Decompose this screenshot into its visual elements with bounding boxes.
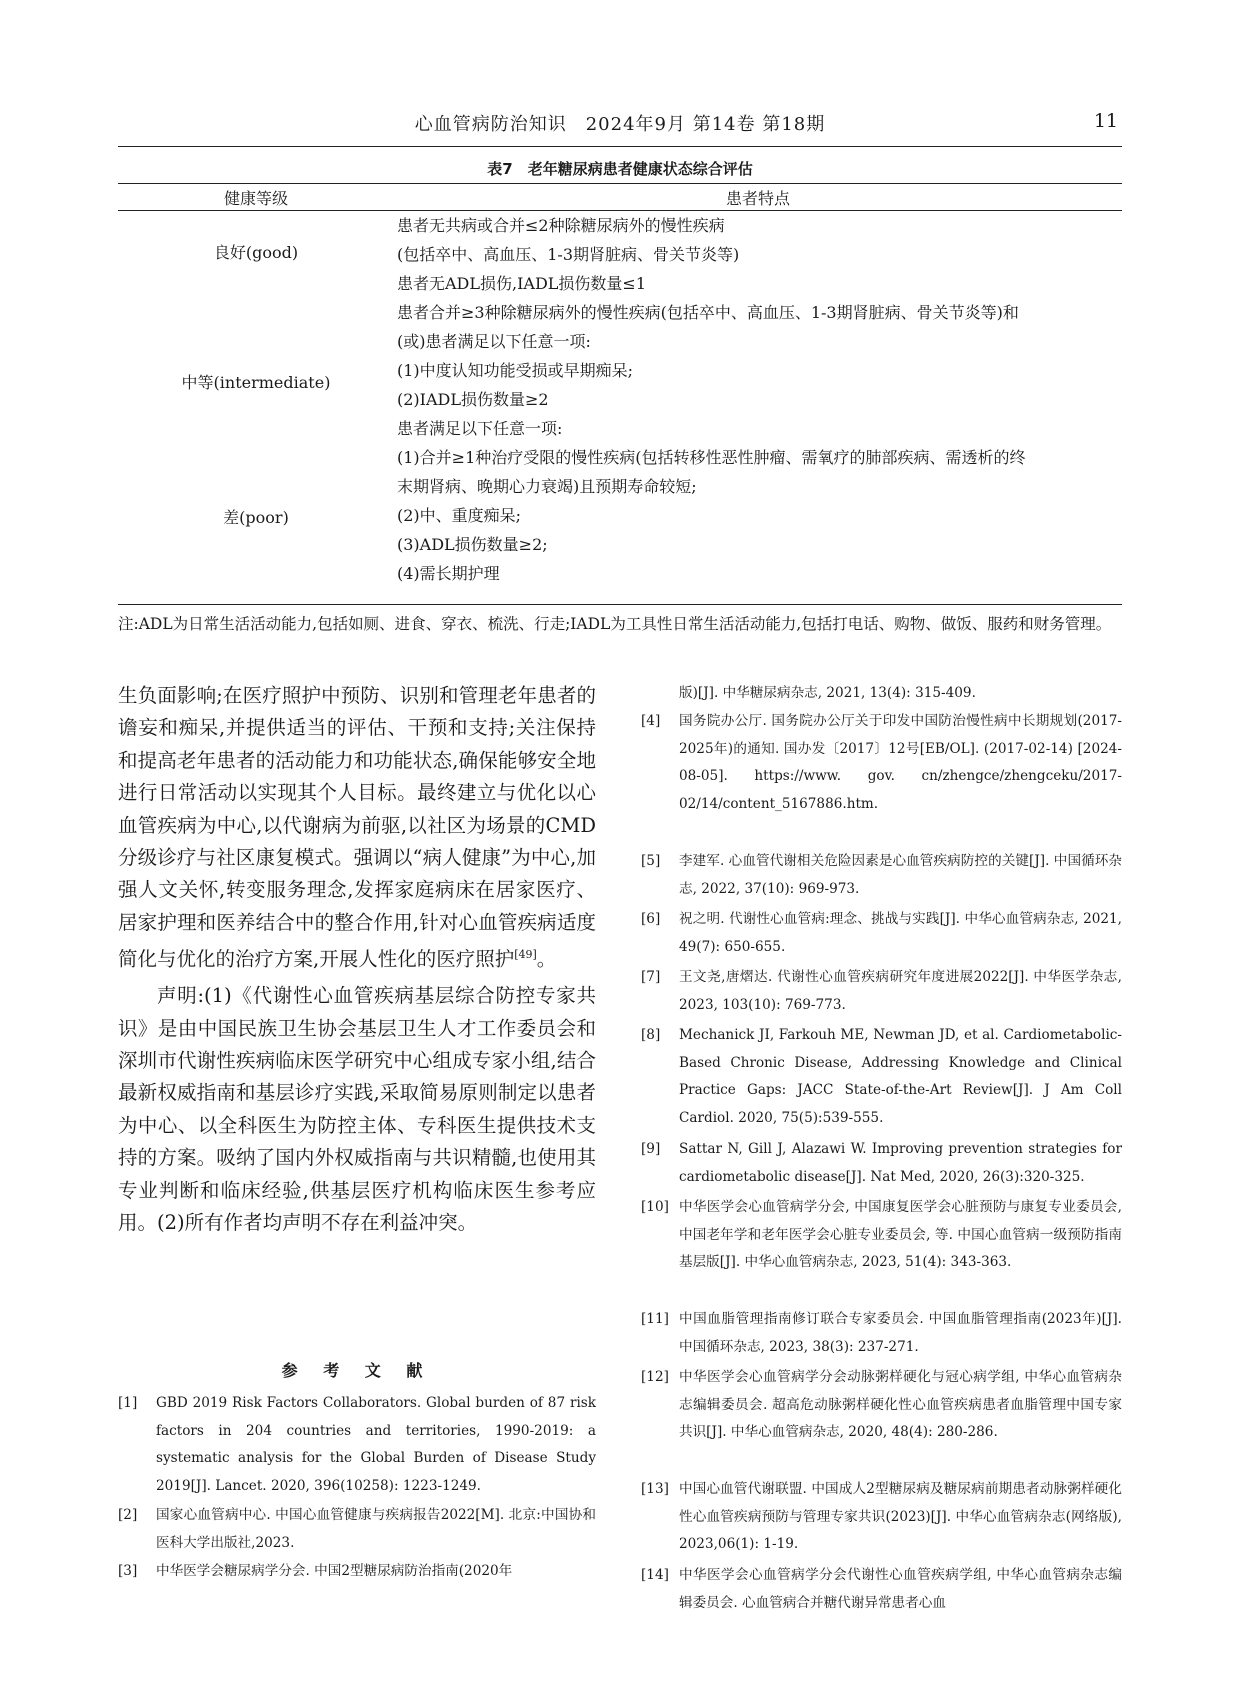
grade-intermediate: 中等(intermediate): [181, 373, 331, 392]
reference-item: [2] 国家心血管病中心. 中国心血管健康与疾病报告2022[M]. 北京:中国协和医科大学出版社,2023.: [118, 1507, 596, 1551]
table-line: (2)IADL损伤数量≥2: [397, 390, 549, 409]
table-line: (1)合并≥1种治疗受限的慢性疾病(包括转移性恶性肿瘤、需氧疗的肺部疾病、需透析的终: [397, 448, 1026, 467]
table-line: 患者合并≥3种除糖尿病外的慢性疾病(包括卒中、高血压、1-3期肾脏病、骨关节炎等)和: [397, 303, 1019, 322]
table-caption: 表7 老年糖尿病患者健康状态综合评估: [487, 160, 753, 178]
reference-item: [12] 中华医学会心血管病学分会动脉粥样硬化与冠心病学组, 中华心血管病杂志编辑委员会. 超高危动脉粥样硬化性心血管疾病患者血脂管理中国专家共识[J]. 中华心血管病杂志, 2020, 48(4): 280-286.: [641, 1369, 1122, 1441]
page-number: 11: [1093, 110, 1118, 132]
reference-item: [1] GBD 2019 Risk Factors Collaborators. Global burden of 87 risk factors in 204 countries and territories, 1990-2019: a systematic analysis for the Global Burden of Disease Study 2019[J]. Lancet. 2020, 396(10258): 1223-1249.: [118, 1395, 596, 1495]
table-line: 患者无ADL损伤,IADL损伤数量≤1: [397, 274, 647, 293]
citation: [49]: [514, 948, 537, 962]
table-line: (2)中、重度痴呆;: [397, 506, 522, 525]
table-line: (包括卒中、高血压、1-3期肾脏病、骨关节炎等): [397, 245, 740, 264]
table-top-rule: [118, 183, 1122, 184]
declaration-paragraph: 声明:(1)《代谢性心血管疾病基层综合防控专家共识》是由中国民族卫生协会基层卫生人才工作委员会和深圳市代谢性疾病临床医学研究中心组成专家小组,结合最新权威指南和基层诊疗实践,采取简易原则制定以患者为中心、以全科医生为防控主体、专科医生提供技术支持的方案。吸纳了国内外权威指南与共识精髓,也使用其专业判断和临床经验,供基层医疗机构临床医生参考应用。(2)所有作者均声明不存在利益冲突。: [118, 984, 596, 1234]
table-line: 患者无共病或合并≤2种除糖尿病外的慢性疾病: [397, 216, 725, 235]
reference-item: [4] 国务院办公厅. 国务院办公厅关于印发中国防治慢性病中长期规划(2017-2025年)的通知. 国办发〔2017〕12号[EB/OL]. (2017-02-14) [2024-08-05]. https://www. gov. cn/zhengce/zhengceku/2017-02/14/content_5167886.htm.: [641, 713, 1122, 813]
table-note: 注:ADL为日常生活活动能力,包括如厕、进食、穿衣、梳洗、行走;IADL为工具性日常生活活动能力,包括打电话、购物、做饭、服药和财务管理。: [118, 615, 1112, 633]
journal-issue: 心血管病防治知识 2024年9月 第14卷 第18期: [414, 114, 826, 135]
reference-item: [5] 李建军. 心血管代谢相关危险因素是心血管疾病防控的关键[J]. 中国循环杂志, 2022, 37(10): 969-973.: [641, 853, 1122, 897]
reference-item: [7] 王文尧,唐熠达. 代谢性心血管疾病研究年度进展2022[J]. 中华医学杂志, 2023, 103(10): 769-773.: [641, 969, 1122, 1013]
body-left-column: [118, 680, 596, 1239]
reference-item: [9] Sattar N, Gill J, Alazawi W. Improving prevention strategies for cardiometabolic disease[J]. Nat Med, 2020, 26(3):320-325.: [641, 1141, 1122, 1185]
reference-item: [6] 祝之明. 代谢性心血管病:理念、挑战与实践[J]. 中华心血管病杂志, 2021, 49(7): 650-655.: [641, 911, 1122, 955]
table-line: 患者满足以下任意一项:: [397, 419, 563, 438]
page-header: [118, 106, 1122, 147]
grade-good: 良好(good): [213, 243, 299, 262]
table-header-features: 患者特点: [725, 189, 790, 208]
reference-item: [13] 中国心血管代谢联盟. 中国成人2型糖尿病及糖尿病前期患者动脉粥样硬化性心血管疾病预防与管理专家共识(2023)[J]. 中华心血管病杂志(网络版), 2023,06(1): 1-19.: [641, 1481, 1122, 1553]
table-bottom-rule: [118, 604, 1122, 605]
reference-item-continued: 版)[J]. 中华糖尿病杂志, 2021, 13(4): 315-409.: [679, 685, 976, 701]
references-title: 参 考 文 献: [281, 1361, 433, 1380]
reference-item: [14] 中华医学会心血管病学分会代谢性心血管疾病学组, 中华心血管病杂志编辑委员会. 心血管病合并糖代谢异常患者心血: [641, 1567, 1122, 1611]
reference-item: [3] 中华医学会糖尿病学分会. 中国2型糖尿病防治指南(2020年: [118, 1563, 513, 1579]
table-header-rule: [118, 210, 1122, 211]
table-line: (或)患者满足以下任意一项:: [397, 332, 591, 351]
reference-item: [10] 中华医学会心血管病学分会, 中国康复医学会心脏预防与康复专业委员会, 中国老年学和老年医学会心脏专业委员会, 等. 中国心血管病一级预防指南基层版[J]. 中华心血管病杂志, 2023, 51(4): 343-363.: [641, 1199, 1122, 1271]
table-line: (4)需长期护理: [397, 564, 500, 583]
table-header-grade: 健康等级: [223, 189, 288, 208]
table-line: (3)ADL损伤数量≥2;: [397, 535, 548, 554]
table-line: 末期肾病、晚期心力衰竭)且预期寿命较短;: [397, 477, 697, 496]
table-line: (1)中度认知功能受损或早期痴呆;: [397, 361, 634, 380]
grade-poor: 差(poor): [223, 508, 289, 527]
body-paragraph: 生负面影响;在医疗照护中预防、识别和管理老年患者的谵妄和痴呆,并提供适当的评估、干预和支持;关注保持和提高老年患者的活动能力和功能状态,确保能够安全地进行日常活动以实现其个人目标。最终建立与优化以心血管疾病为中心,以代谢病为前驱,以社区为场景的CMD分级诊疗与社区康复模式。强调以“病人健康”为中心,加强人文关怀,转变服务理念,发挥家庭病床在居家医疗、居家护理和医养结合中的整合作用,针对心血管疾病适度简化与优化的治疗方案,开展人性化的医疗照护[49]。: [118, 684, 596, 971]
reference-item: [11] 中国血脂管理指南修订联合专家委员会. 中国血脂管理指南(2023年)[J]. 中国循环杂志, 2023, 38(3): 237-271.: [641, 1311, 1122, 1355]
reference-item: [8] Mechanick JI, Farkouh ME, Newman JD, et al. Cardiometabolic-Based Chronic Disease, Addressing Knowledge and Clinical Practice Gaps: JACC State-of-the-Art Review[J]. J Am Coll Cardiol. 2020, 75(5):539-555.: [641, 1027, 1122, 1127]
